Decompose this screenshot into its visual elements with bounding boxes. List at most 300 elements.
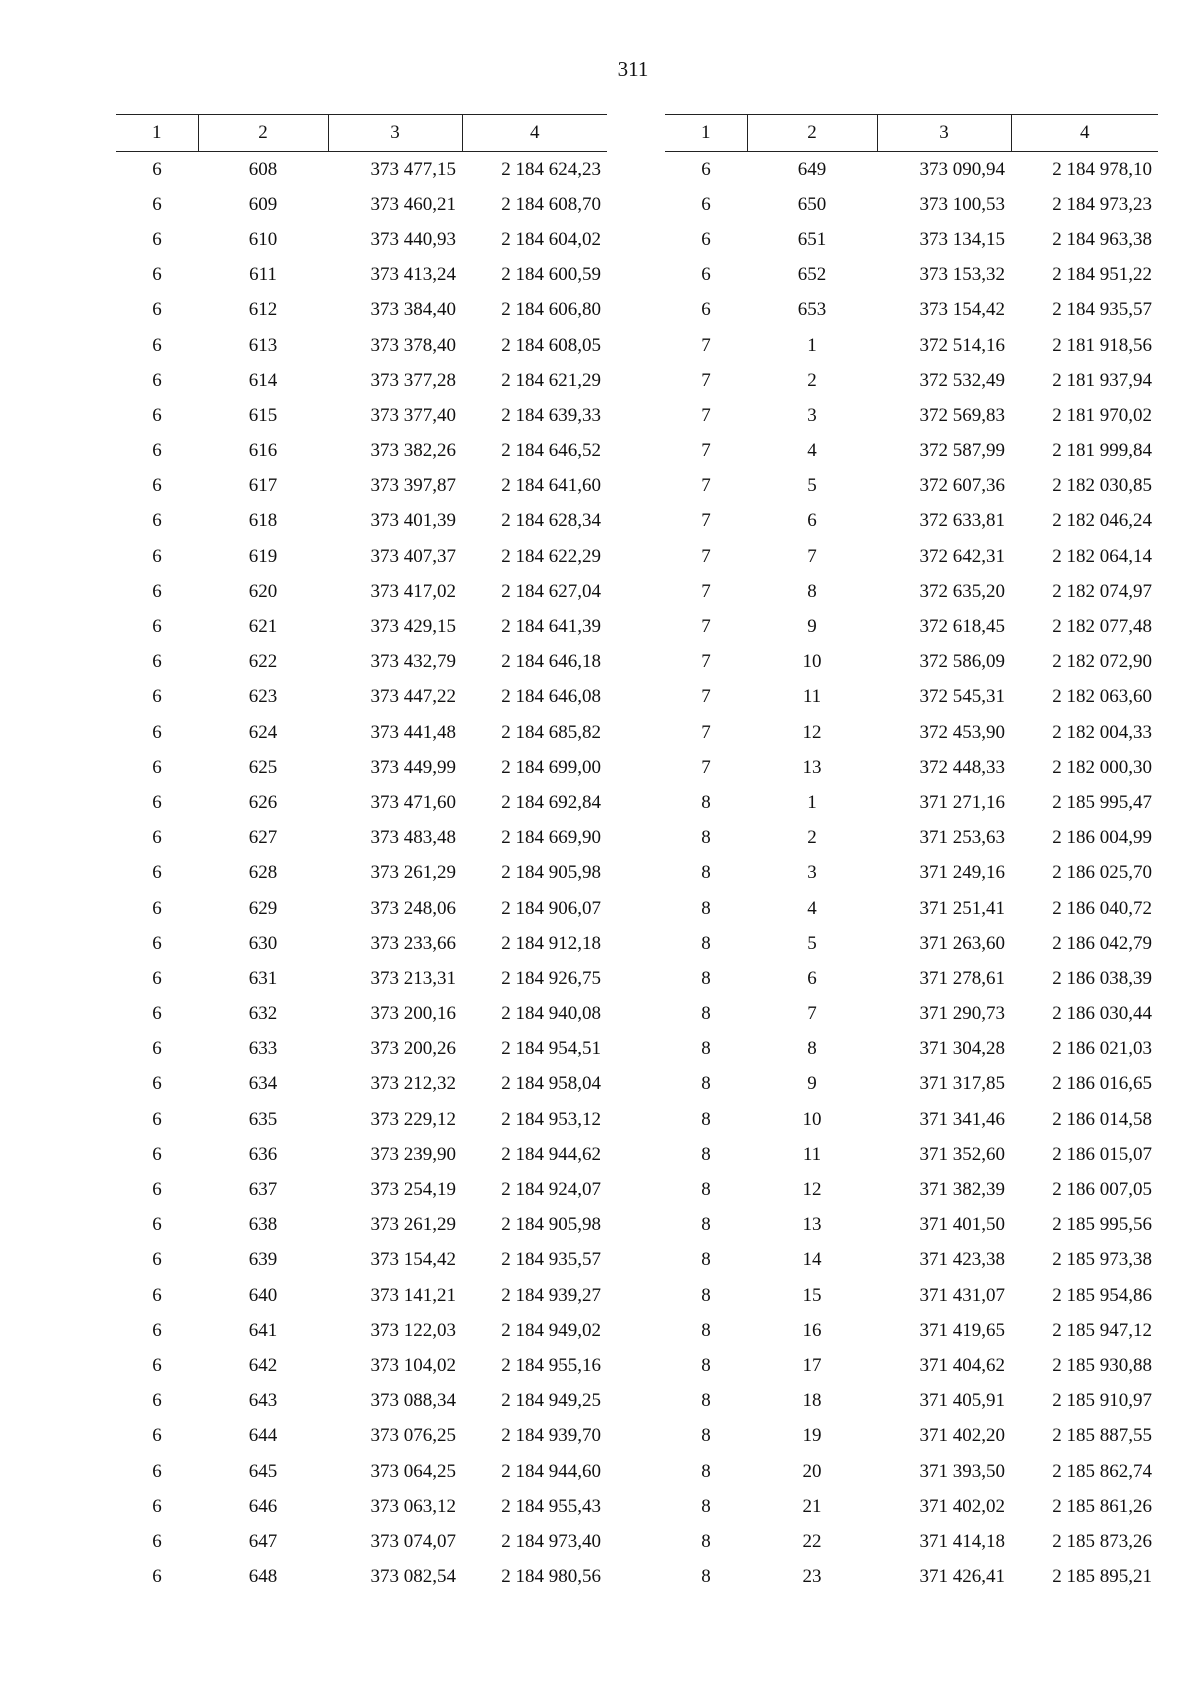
table-cell: 23 xyxy=(802,1566,822,1588)
table-cell: 2 181 937,94 xyxy=(1052,369,1152,391)
table-cell: 2 184 963,38 xyxy=(1052,228,1152,250)
table-row xyxy=(665,645,1158,680)
table-cell: 2 184 641,39 xyxy=(501,616,601,638)
table-cell: 4 xyxy=(807,897,817,919)
table-row xyxy=(665,152,1158,188)
table-cell: 635 xyxy=(248,1108,278,1130)
table-row xyxy=(116,1067,607,1102)
table-row xyxy=(116,785,607,820)
table-row xyxy=(665,856,1158,891)
table-row xyxy=(116,152,607,188)
table-row xyxy=(116,222,607,257)
table-row xyxy=(116,187,607,222)
table-cell: 6 xyxy=(152,475,162,497)
table-cell: 653 xyxy=(797,299,827,321)
table-cell: 6 xyxy=(152,791,162,813)
table-cell: 7 xyxy=(701,580,711,602)
table-cell: 2 186 038,39 xyxy=(1052,967,1152,989)
table-row xyxy=(665,469,1158,504)
table-cell: 373 122,03 xyxy=(370,1319,456,1341)
table-cell: 373 154,42 xyxy=(919,299,1005,321)
table-cell: 373 382,26 xyxy=(370,440,456,462)
table-cell: 10 xyxy=(802,651,822,673)
table-cell: 372 545,31 xyxy=(919,686,1005,708)
table-row xyxy=(665,1137,1158,1172)
column-header-1: 1 xyxy=(665,115,747,152)
table-cell: 2 184 669,90 xyxy=(501,827,601,849)
table-row xyxy=(665,680,1158,715)
table-row xyxy=(116,926,607,961)
table-cell: 373 261,29 xyxy=(370,862,456,884)
table-header-row xyxy=(116,115,607,152)
table-cell: 373 239,90 xyxy=(370,1143,456,1165)
table-cell: 371 317,85 xyxy=(919,1073,1005,1095)
table-cell: 373 153,32 xyxy=(919,264,1005,286)
table-body xyxy=(665,152,1158,1595)
table-cell: 373 477,15 xyxy=(370,158,456,180)
table-cell: 372 635,20 xyxy=(919,580,1005,602)
table-cell: 8 xyxy=(701,862,711,884)
table-cell: 2 184 955,43 xyxy=(501,1495,601,1517)
table-cell: 650 xyxy=(797,193,827,215)
table-row xyxy=(665,1489,1158,1524)
table-cell: 373 082,54 xyxy=(370,1566,456,1588)
table-cell: 6 xyxy=(152,1284,162,1306)
table-cell: 2 184 646,18 xyxy=(501,651,601,673)
column-header-4: 4 xyxy=(462,115,607,152)
table-cell: 8 xyxy=(807,1038,817,1060)
table-cell: 8 xyxy=(701,1249,711,1271)
table-cell: 7 xyxy=(701,756,711,778)
table-row xyxy=(116,398,607,433)
table-cell: 2 186 016,65 xyxy=(1052,1073,1152,1095)
table-row xyxy=(116,750,607,785)
table-cell: 6 xyxy=(701,158,711,180)
table-row xyxy=(665,1313,1158,1348)
table-cell: 371 271,16 xyxy=(919,791,1005,813)
table-cell: 372 587,99 xyxy=(919,440,1005,462)
table-cell: 622 xyxy=(248,651,278,673)
table-cell: 619 xyxy=(248,545,278,567)
table-cell: 8 xyxy=(701,1319,711,1341)
table-cell: 8 xyxy=(701,1566,711,1588)
table-cell: 6 xyxy=(152,404,162,426)
table-row xyxy=(116,609,607,644)
table-cell: 2 184 699,00 xyxy=(501,756,601,778)
table-row xyxy=(665,1419,1158,1454)
table-cell: 7 xyxy=(701,616,711,638)
table-header-row xyxy=(665,115,1158,152)
table-cell: 371 278,61 xyxy=(919,967,1005,989)
table-row xyxy=(116,645,607,680)
table-cell: 2 185 887,55 xyxy=(1052,1425,1152,1447)
table-cell: 372 586,09 xyxy=(919,651,1005,673)
table-cell: 6 xyxy=(152,1108,162,1130)
table-cell: 6 xyxy=(152,1003,162,1025)
table-cell: 633 xyxy=(248,1038,278,1060)
table-row xyxy=(116,1208,607,1243)
table-cell: 7 xyxy=(701,475,711,497)
table-cell: 8 xyxy=(701,1495,711,1517)
table-row xyxy=(116,1419,607,1454)
table-row xyxy=(665,363,1158,398)
table-row xyxy=(665,715,1158,750)
table-row xyxy=(116,1560,607,1595)
table-cell: 7 xyxy=(807,545,817,567)
table-cell: 2 182 030,85 xyxy=(1052,475,1152,497)
table-cell: 373 378,40 xyxy=(370,334,456,356)
table-cell: 6 xyxy=(152,1425,162,1447)
table-cell: 630 xyxy=(248,932,278,954)
table-cell: 373 141,21 xyxy=(370,1284,456,1306)
table-cell: 10 xyxy=(802,1108,822,1130)
table-cell: 2 185 973,38 xyxy=(1052,1249,1152,1271)
table-cell: 5 xyxy=(807,475,817,497)
table-cell: 618 xyxy=(248,510,278,532)
table-cell: 6 xyxy=(152,756,162,778)
table-cell: 6 xyxy=(152,616,162,638)
table-cell: 8 xyxy=(701,1073,711,1095)
table-cell: 636 xyxy=(248,1143,278,1165)
table-row xyxy=(665,574,1158,609)
table-cell: 373 429,15 xyxy=(370,616,456,638)
table-cell: 2 184 939,27 xyxy=(501,1284,601,1306)
table-row xyxy=(665,328,1158,363)
table-row xyxy=(116,1102,607,1137)
table-cell: 649 xyxy=(797,158,827,180)
table-cell: 6 xyxy=(152,228,162,250)
table-row xyxy=(116,469,607,504)
table-cell: 373 213,31 xyxy=(370,967,456,989)
table-cell: 7 xyxy=(701,686,711,708)
table-cell: 2 185 995,47 xyxy=(1052,791,1152,813)
table-cell: 2 184 646,52 xyxy=(501,440,601,462)
table-cell: 6 xyxy=(152,827,162,849)
table-row xyxy=(665,187,1158,222)
table-cell: 6 xyxy=(152,1390,162,1412)
table-cell: 371 426,41 xyxy=(919,1566,1005,1588)
table-cell: 373 064,25 xyxy=(370,1460,456,1482)
table-cell: 2 184 608,70 xyxy=(501,193,601,215)
table-cell: 373 200,16 xyxy=(370,1003,456,1025)
table-cell: 634 xyxy=(248,1073,278,1095)
table-row xyxy=(665,1348,1158,1383)
table-cell: 8 xyxy=(701,827,711,849)
table-cell: 2 184 980,56 xyxy=(501,1566,601,1588)
table-cell: 2 184 924,07 xyxy=(501,1179,601,1201)
table-cell: 2 184 955,16 xyxy=(501,1354,601,1376)
table-row xyxy=(665,1560,1158,1595)
table-row xyxy=(116,1489,607,1524)
table-cell: 2 xyxy=(807,369,817,391)
table-cell: 373 449,99 xyxy=(370,756,456,778)
table-row xyxy=(116,363,607,398)
table-cell: 2 184 685,82 xyxy=(501,721,601,743)
table-cell: 6 xyxy=(152,1214,162,1236)
table-cell: 20 xyxy=(802,1460,822,1482)
table-row xyxy=(665,785,1158,820)
table-cell: 2 185 861,26 xyxy=(1052,1495,1152,1517)
table-row xyxy=(116,1243,607,1278)
table-cell: 4 xyxy=(807,440,817,462)
table-cell: 632 xyxy=(248,1003,278,1025)
table-cell: 373 090,94 xyxy=(919,158,1005,180)
table-cell: 373 377,40 xyxy=(370,404,456,426)
table-cell: 6 xyxy=(152,1073,162,1095)
table-row xyxy=(116,293,607,328)
table-row xyxy=(665,1384,1158,1419)
table-row xyxy=(665,398,1158,433)
column-header-3: 3 xyxy=(328,115,462,152)
table-cell: 7 xyxy=(701,545,711,567)
table-cell: 373 471,60 xyxy=(370,791,456,813)
table-cell: 611 xyxy=(249,264,277,286)
table-cell: 645 xyxy=(248,1460,278,1482)
table-cell: 8 xyxy=(701,1390,711,1412)
table-cell: 13 xyxy=(802,756,822,778)
table-cell: 2 184 939,70 xyxy=(501,1425,601,1447)
table-cell: 6 xyxy=(152,1249,162,1271)
table-cell: 8 xyxy=(701,1179,711,1201)
table-cell: 616 xyxy=(248,440,278,462)
table-cell: 13 xyxy=(802,1214,822,1236)
table-row xyxy=(665,926,1158,961)
table-cell: 2 184 949,02 xyxy=(501,1319,601,1341)
table-row xyxy=(665,258,1158,293)
table-cell: 371 352,60 xyxy=(919,1143,1005,1165)
table-cell: 6 xyxy=(152,1038,162,1060)
table-cell: 371 249,16 xyxy=(919,862,1005,884)
table-cell: 7 xyxy=(701,404,711,426)
table-cell: 638 xyxy=(248,1214,278,1236)
table-row xyxy=(665,609,1158,644)
table-cell: 2 184 926,75 xyxy=(501,967,601,989)
table-row xyxy=(116,328,607,363)
coordinates-table-left xyxy=(116,114,607,1595)
table-cell: 647 xyxy=(248,1530,278,1552)
table-cell: 8 xyxy=(701,1214,711,1236)
table-row xyxy=(116,997,607,1032)
table-cell: 7 xyxy=(701,440,711,462)
table-cell: 2 184 600,59 xyxy=(501,264,601,286)
table-cell: 373 088,34 xyxy=(370,1390,456,1412)
table-row xyxy=(116,574,607,609)
table-cell: 373 440,93 xyxy=(370,228,456,250)
table-cell: 2 184 641,60 xyxy=(501,475,601,497)
table-cell: 11 xyxy=(802,686,822,708)
table-row xyxy=(116,434,607,469)
table-cell: 2 184 628,34 xyxy=(501,510,601,532)
table-cell: 371 341,46 xyxy=(919,1108,1005,1130)
table-cell: 8 xyxy=(701,1460,711,1482)
table-cell: 612 xyxy=(248,299,278,321)
table-row xyxy=(665,750,1158,785)
table-cell: 373 076,25 xyxy=(370,1425,456,1447)
table-cell: 6 xyxy=(701,299,711,321)
table-cell: 6 xyxy=(152,264,162,286)
table-cell: 627 xyxy=(248,827,278,849)
table-cell: 2 184 646,08 xyxy=(501,686,601,708)
table-cell: 22 xyxy=(802,1530,822,1552)
table-cell: 7 xyxy=(807,1003,817,1025)
table-row xyxy=(116,1384,607,1419)
table-cell: 371 251,41 xyxy=(919,897,1005,919)
table-row xyxy=(665,891,1158,926)
table-cell: 2 182 000,30 xyxy=(1052,756,1152,778)
table-cell: 2 184 627,04 xyxy=(501,580,601,602)
table-row xyxy=(116,1313,607,1348)
table-row xyxy=(116,821,607,856)
table-cell: 373 377,28 xyxy=(370,369,456,391)
table-cell: 6 xyxy=(152,1354,162,1376)
table-cell: 6 xyxy=(152,967,162,989)
table-cell: 624 xyxy=(248,721,278,743)
table-row xyxy=(665,961,1158,996)
table-cell: 6 xyxy=(152,1495,162,1517)
table-cell: 1 xyxy=(807,334,817,356)
table-cell: 2 184 606,80 xyxy=(501,299,601,321)
table-cell: 9 xyxy=(807,1073,817,1095)
table-cell: 8 xyxy=(807,580,817,602)
table-cell: 2 182 077,48 xyxy=(1052,616,1152,638)
table-cell: 6 xyxy=(152,1179,162,1201)
table-cell: 2 182 046,24 xyxy=(1052,510,1152,532)
table-cell: 373 397,87 xyxy=(370,475,456,497)
table-cell: 373 254,19 xyxy=(370,1179,456,1201)
table-row xyxy=(665,821,1158,856)
table-cell: 610 xyxy=(248,228,278,250)
table-cell: 2 185 930,88 xyxy=(1052,1354,1152,1376)
table-cell: 628 xyxy=(248,862,278,884)
table-cell: 371 304,28 xyxy=(919,1038,1005,1060)
table-cell: 372 532,49 xyxy=(919,369,1005,391)
table-cell: 6 xyxy=(152,721,162,743)
table-row xyxy=(116,1278,607,1313)
table-cell: 7 xyxy=(701,651,711,673)
table-cell: 2 185 873,26 xyxy=(1052,1530,1152,1552)
table-cell: 371 404,62 xyxy=(919,1354,1005,1376)
table-row xyxy=(116,856,607,891)
table-cell: 373 417,02 xyxy=(370,580,456,602)
column-header-2: 2 xyxy=(198,115,328,152)
table-cell: 373 063,12 xyxy=(370,1495,456,1517)
table-row xyxy=(116,504,607,539)
table-cell: 2 182 004,33 xyxy=(1052,721,1152,743)
table-cell: 652 xyxy=(797,264,827,286)
table-cell: 8 xyxy=(701,1425,711,1447)
table-cell: 7 xyxy=(701,721,711,743)
table-cell: 6 xyxy=(152,158,162,180)
table-cell: 641 xyxy=(248,1319,278,1341)
table-row xyxy=(116,1348,607,1383)
table-row xyxy=(116,258,607,293)
table-cell: 6 xyxy=(152,1143,162,1165)
table-cell: 373 407,37 xyxy=(370,545,456,567)
table-cell: 6 xyxy=(152,440,162,462)
table-cell: 373 200,26 xyxy=(370,1038,456,1060)
table-cell: 373 229,12 xyxy=(370,1108,456,1130)
table-cell: 372 448,33 xyxy=(919,756,1005,778)
table-cell: 373 212,32 xyxy=(370,1073,456,1095)
table-cell: 6 xyxy=(701,228,711,250)
table-cell: 16 xyxy=(802,1319,822,1341)
table-cell: 2 185 947,12 xyxy=(1052,1319,1152,1341)
table-cell: 373 384,40 xyxy=(370,299,456,321)
table-row xyxy=(116,539,607,574)
table-row xyxy=(116,1032,607,1067)
table-cell: 6 xyxy=(152,932,162,954)
table-cell: 373 447,22 xyxy=(370,686,456,708)
table-cell: 371 431,07 xyxy=(919,1284,1005,1306)
table-cell: 6 xyxy=(152,651,162,673)
table-cell: 2 184 978,10 xyxy=(1052,158,1152,180)
table-cell: 18 xyxy=(802,1390,822,1412)
table-cell: 608 xyxy=(248,158,278,180)
table-cell: 617 xyxy=(248,475,278,497)
table-cell: 2 184 958,04 xyxy=(501,1073,601,1095)
table-cell: 6 xyxy=(152,862,162,884)
table-cell: 2 182 072,90 xyxy=(1052,651,1152,673)
table-cell: 1 xyxy=(807,791,817,813)
table-cell: 371 382,39 xyxy=(919,1179,1005,1201)
table-cell: 2 186 021,03 xyxy=(1052,1038,1152,1060)
table-cell: 2 184 604,02 xyxy=(501,228,601,250)
table-cell: 372 514,16 xyxy=(919,334,1005,356)
table-cell: 2 184 944,60 xyxy=(501,1460,601,1482)
table-cell: 2 182 063,60 xyxy=(1052,686,1152,708)
table-cell: 8 xyxy=(701,1530,711,1552)
table-cell: 613 xyxy=(248,334,278,356)
column-header-2: 2 xyxy=(747,115,877,152)
table-cell: 6 xyxy=(701,193,711,215)
table-cell: 2 184 954,51 xyxy=(501,1038,601,1060)
table-cell: 2 185 862,74 xyxy=(1052,1460,1152,1482)
table-cell: 371 405,91 xyxy=(919,1390,1005,1412)
table-cell: 9 xyxy=(807,616,817,638)
table-cell: 651 xyxy=(797,228,827,250)
table-cell: 2 184 973,40 xyxy=(501,1530,601,1552)
table-cell: 373 233,66 xyxy=(370,932,456,954)
table-cell: 609 xyxy=(248,193,278,215)
table-cell: 2 186 025,70 xyxy=(1052,862,1152,884)
table-cell: 646 xyxy=(248,1495,278,1517)
table-body xyxy=(116,152,607,1595)
table-cell: 2 184 973,23 xyxy=(1052,193,1152,215)
table-cell: 2 186 004,99 xyxy=(1052,827,1152,849)
table-cell: 614 xyxy=(248,369,278,391)
table-row xyxy=(116,891,607,926)
table-cell: 2 186 014,58 xyxy=(1052,1108,1152,1130)
table-cell: 2 181 999,84 xyxy=(1052,440,1152,462)
table-cell: 8 xyxy=(701,1003,711,1025)
column-header-4: 4 xyxy=(1011,115,1158,152)
table-cell: 371 401,50 xyxy=(919,1214,1005,1236)
table-cell: 3 xyxy=(807,404,817,426)
column-header-3: 3 xyxy=(877,115,1011,152)
table-cell: 6 xyxy=(701,264,711,286)
table-cell: 6 xyxy=(152,897,162,919)
table-cell: 6 xyxy=(807,510,817,532)
table-cell: 373 460,21 xyxy=(370,193,456,215)
table-cell: 2 182 064,14 xyxy=(1052,545,1152,567)
table-row xyxy=(665,434,1158,469)
table-cell: 7 xyxy=(701,510,711,532)
table-cell: 642 xyxy=(248,1354,278,1376)
table-row xyxy=(665,997,1158,1032)
table-cell: 2 186 042,79 xyxy=(1052,932,1152,954)
table-cell: 6 xyxy=(152,299,162,321)
table-cell: 371 263,60 xyxy=(919,932,1005,954)
